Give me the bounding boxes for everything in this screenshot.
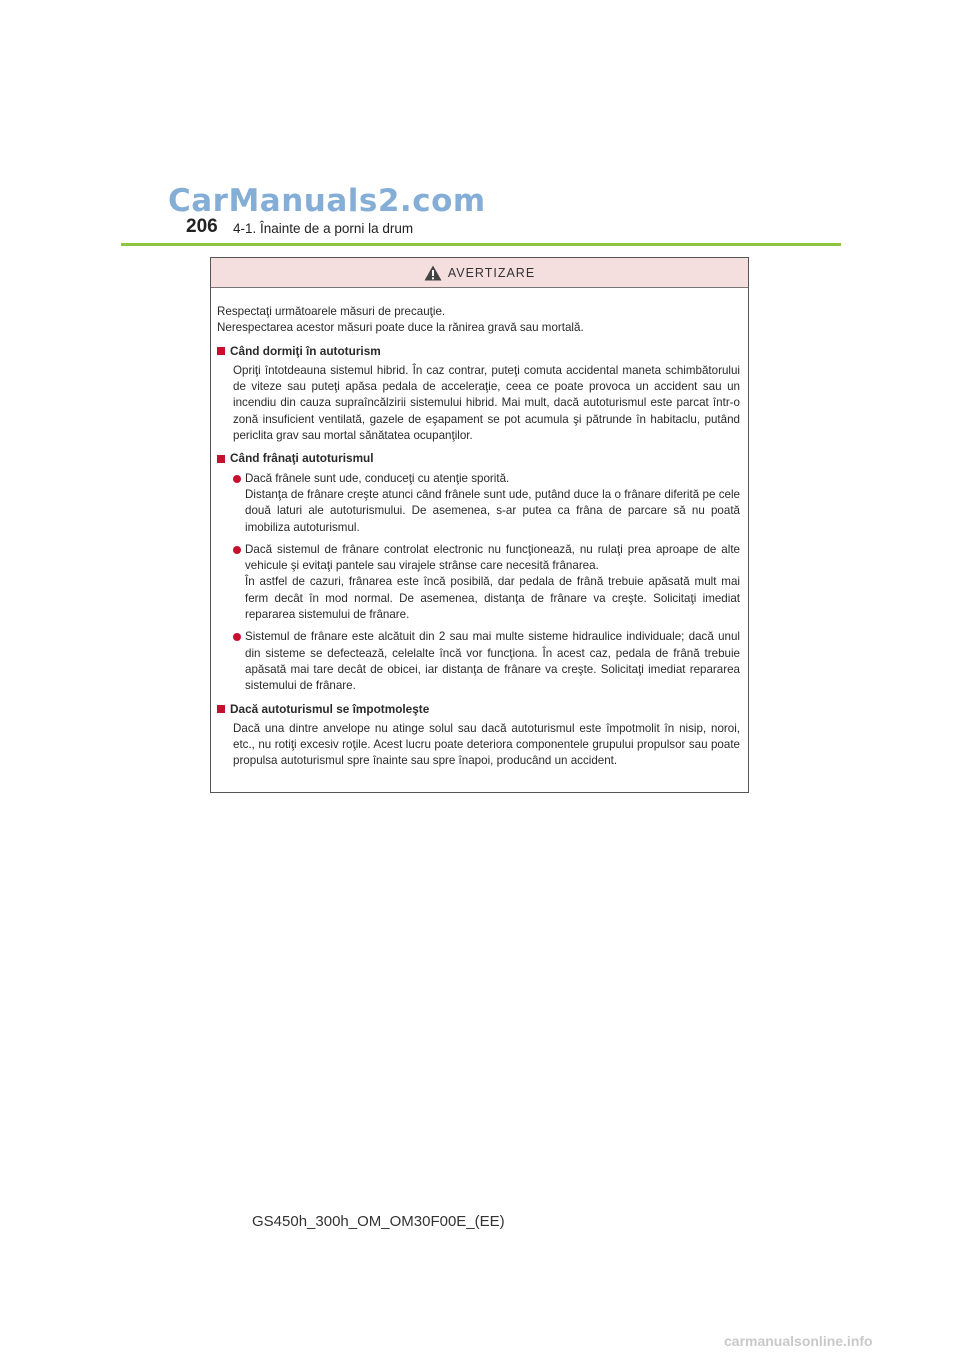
topic-sleeping [217, 343, 740, 445]
topic-heading [217, 701, 740, 717]
bullet-line: Distanţa de frânare creşte atunci când frânele sunt ude, putând duce la o frânare diferită pe cele două laturi ale autoturismului. De asemenea, s-ar putea ca frâna de parcare să nu poată imobiliza autoturismul. [245, 487, 740, 534]
topic-heading-text: Când dormiţi în autoturism [230, 343, 381, 358]
topic-heading-text: Dacă autoturismul se împotmoleşte [230, 701, 430, 716]
round-bullet-icon [233, 633, 241, 641]
warning-label: AVERTIZARE [447, 265, 536, 280]
intro-line: Respectaţi următoarele măsuri de precauţie. [217, 305, 446, 318]
bullet-line: Sistemul de frânare este alcătuit din 2 sau mai multe sisteme hidraulice individuale; dacă unul din sisteme se defectează, celelalte încă vor funcţiona. În acest caz, pedala de frână trebuie apăsată mai tare decât de obicei, iar distanţa de frânare va creşte. Solicitaţi imediat repararea sistemului de frânare. [245, 630, 740, 693]
topic-heading [217, 343, 740, 359]
document-code: GS450h_300h_OM_OM30F00E_(EE) [252, 1213, 505, 1230]
warning-box [210, 257, 749, 793]
intro-line: Nerespectarea acestor măsuri poate duce la rănirea gravă sau mortală. [217, 321, 584, 335]
page-number: 206 [186, 216, 218, 237]
bullet-line: Dacă sistemul de frânare controlat electronic nu funcţionează, nu rulaţi prea aproape de alte vehicule şi evitaţi pantele sau virajele strânse care necesită frânarea. [245, 542, 740, 573]
header-divider [121, 243, 841, 246]
warning-header [211, 258, 748, 288]
round-bullet-icon [233, 546, 241, 554]
list-item [233, 542, 740, 623]
square-bullet-icon [217, 455, 225, 463]
list-item [233, 629, 740, 694]
topic-text: Opriţi întotdeauna sistemul hibrid. În caz contrar, puteţi comuta accidental maneta schimbătorului de viteze sau puteţi apăsa pedala de acceleraţie, ceea ce poate provoca un accident sau un incendiu din cauza supraîncălzirii sistemului hibrid. Mai mult, dacă autoturismul este parcat într-o zonă insuficient ventilată, gazele de eşapament se pot acumula şi pătrunde în habitaclu, putând periclita grav sau mortal sănătatea ocupanţilor. [233, 363, 740, 443]
list-item [233, 471, 740, 536]
square-bullet-icon [217, 705, 225, 713]
watermark-logo: CarManuals2.com [168, 183, 486, 219]
topic-heading-text: Când frânaţi autoturismul [230, 451, 374, 466]
topic-stuck [217, 701, 740, 770]
warning-triangle-icon [424, 265, 442, 281]
bullet-line: În astfel de cazuri, frânarea este încă posibilă, dar pedala de frână trebuie apăsată mult mai ferm decât în mod normal. De asemenea, distanţa de frânare va creşte. Solicitaţi imediat repararea sistemului de frânare. [245, 575, 740, 622]
topic-heading [217, 450, 740, 466]
watermark-footer: carmanualsonline.info [724, 1333, 873, 1349]
topic-braking [217, 450, 740, 694]
round-bullet-icon [233, 475, 241, 483]
topic-text: Dacă una dintre anvelope nu atinge solul sau dacă autoturismul este împotmolit în nisip, noroi, etc., nu rotiţi excesiv roţile. Acest lucru poate deteriora componentele grupului propulsor sau poate propulsa autoturismul spre înainte sau spre înapoi, producând un accident. [233, 721, 740, 768]
bullet-line: Dacă frânele sunt ude, conduceţi cu atenţie sporită. [245, 471, 510, 485]
warning-body [211, 288, 748, 770]
section-title: 4-1. Înainte de a porni la drum [233, 221, 414, 236]
square-bullet-icon [217, 347, 225, 355]
warning-intro [217, 304, 740, 337]
